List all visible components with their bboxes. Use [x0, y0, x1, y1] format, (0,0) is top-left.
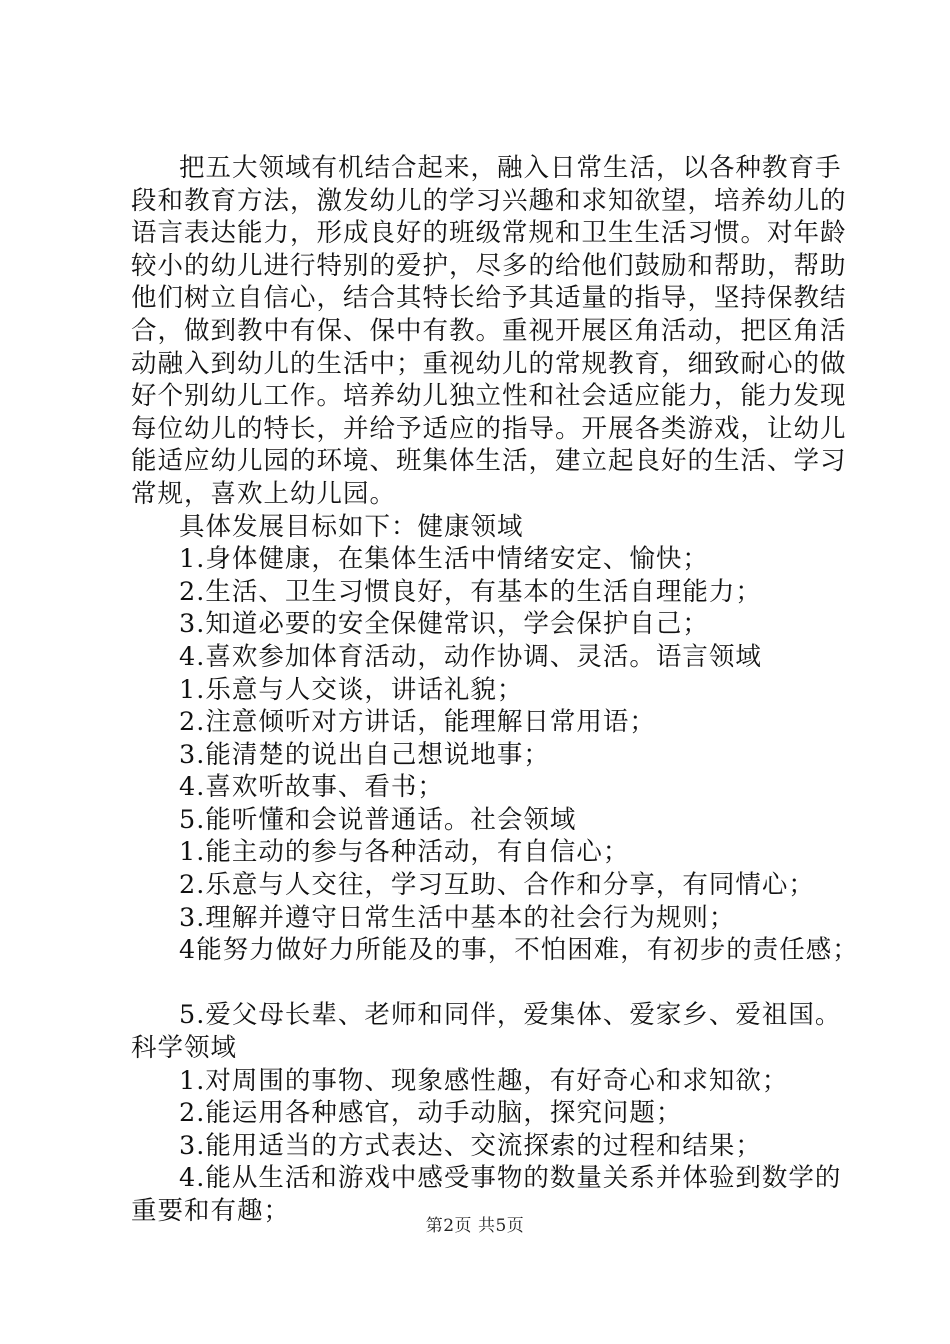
text-line: 4.能从生活和游戏中感受事物的数量关系并体验到数学的 [179, 1163, 842, 1194]
text-line: 每位幼儿的特长，并给予适应的指导。开展各类游戏，让幼儿 [131, 413, 847, 444]
blank-line [131, 967, 851, 1000]
text-line: 他们树立自信心，结合其特长给予其适量的指导，坚持保教结 [131, 283, 847, 314]
document-body [131, 152, 859, 1228]
section-heading-science: 科学领域 [131, 1033, 238, 1064]
text-line: 动融入到幼儿的生活中；重视幼儿的常规教育，细致耐心的做 [131, 348, 847, 379]
list-item: 1.能主动的参与各种活动，有自信心； [179, 837, 630, 868]
text-line: 重要和有趣； [131, 1196, 291, 1226]
list-item: 1.乐意与人交谈，讲话礼貌； [179, 674, 524, 705]
text-line: 能适应幼儿园的环境、班集体生活，建立起良好的生活、学习 [131, 446, 847, 477]
page-footer: 第2页 共5页 [425, 1216, 525, 1236]
text-line: 把五大领域有机结合起来，融入日常生活，以各种教育手 [179, 153, 842, 183]
list-item: 3.知道必要的安全保健常识，学会保护自己； [179, 609, 709, 640]
text-line: 好个别幼儿工作。培养幼儿独立性和社会适应能力，能力发现 [131, 381, 847, 412]
list-item: 2.生活、卫生习惯良好，有基本的生活自理能力； [179, 576, 762, 607]
list-item: 5.能听懂和会说普通话。社会领域 [179, 804, 577, 835]
list-item: 2.注意倾听对方讲话，能理解日常用语； [179, 707, 656, 738]
text-line: 5.爱父母长辈、老师和同伴，爱集体、爱家乡、爱祖国。 [179, 1000, 842, 1031]
list-item: 1.对周围的事物、现象感性趣，有好奇心和求知欲； [179, 1065, 789, 1096]
list-item [131, 999, 851, 1064]
list-item: 3.能用适当的方式表达、交流探索的过程和结果； [179, 1130, 762, 1161]
text-line: 语言表达能力，形成良好的班级常规和卫生生活习惯。对年龄 [131, 218, 847, 249]
list-item: 4.喜欢听故事、看书； [179, 772, 444, 803]
text-line: 段和教育方法，激发幼儿的学习兴趣和求知欲望，培养幼儿的 [131, 185, 847, 216]
text-line: 合，做到教中有保、保中有教。重视开展区角活动，把区角活 [131, 315, 847, 346]
intro-paragraph [131, 152, 851, 511]
list-item: 4能努力做好力所能及的事，不怕困难，有初步的责任感； [179, 935, 859, 966]
list-item: 3.理解并遵守日常生活中基本的社会行为规则； [179, 902, 736, 933]
goals-heading: 具体发展目标如下：健康领域 [179, 511, 524, 542]
list-item: 1.身体健康，在集体生活中情绪安定、愉快； [179, 544, 709, 575]
list-item: 2.能运用各种感官，动手动脑，探究问题； [179, 1098, 683, 1129]
list-item: 3.能清楚的说出自己想说地事； [179, 739, 550, 770]
list-item: 2.乐意与人交往，学习互助、合作和分享，有同情心； [179, 870, 815, 901]
text-line: 较小的幼儿进行特别的爱护，尽多的给他们鼓励和帮助，帮助 [131, 250, 847, 281]
list-item: 4.喜欢参加体育活动，动作协调、灵活。语言领域 [179, 641, 762, 672]
text-line: 常规，喜欢上幼儿园。 [131, 478, 397, 509]
